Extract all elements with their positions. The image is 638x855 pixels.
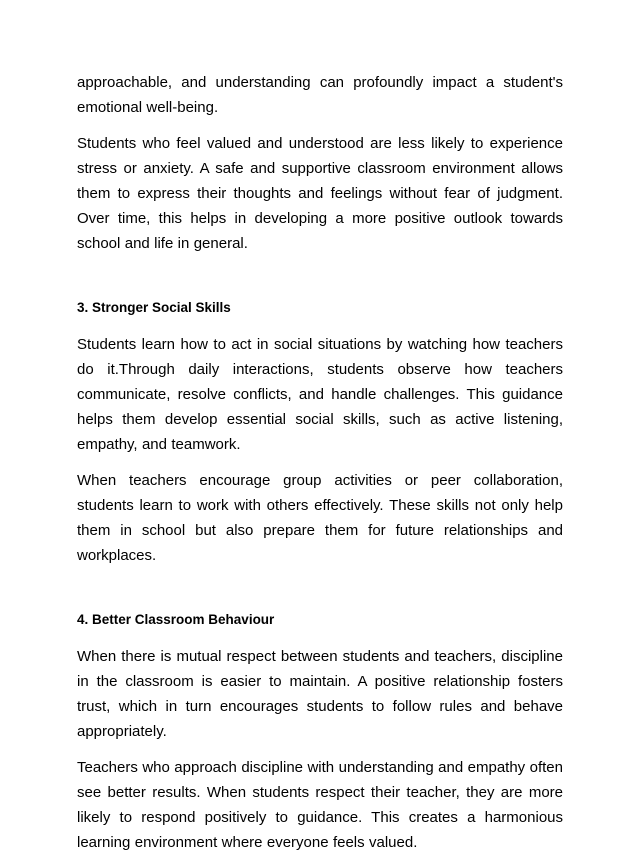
heading-stronger-social-skills: 3. Stronger Social Skills bbox=[77, 300, 231, 315]
paragraph-mutual-respect: When there is mutual respect between students and teachers, discipline in the classroom is easier to maintain. A positive relationship fosters trust, which in turn encourages students to follow rules and behave appropriately. bbox=[77, 648, 563, 740]
paragraph-emotional-wellbeing: approachable, and understanding can profoundly impact a student's emotional well-being. bbox=[77, 74, 563, 116]
paragraph-group-activities: When teachers encourage group activities or peer collaboration, students learn to work with others effectively. These skills not only help them in school but also prepare them for future relationships and workplaces. bbox=[77, 472, 563, 564]
paragraph-reduced-stress: Students who feel valued and understood are less likely to experience stress or anxiety. A safe and supportive classroom environment allows them to express their thoughts and feelings without fear of judgment. Over time, this helps in developing a more positive outlook towards school and life in general. bbox=[77, 135, 563, 252]
document-page bbox=[77, 70, 563, 855]
heading-better-classroom-behaviour: 4. Better Classroom Behaviour bbox=[77, 612, 275, 627]
paragraph-social-learning: Students learn how to act in social situations by watching how teachers do it.Through daily interactions, students observe how teachers communicate, resolve conflicts, and handle challenges. This guidance helps them develop essential social skills, such as active listening, empathy, and teamwork. bbox=[77, 336, 563, 453]
paragraph-discipline-empathy: Teachers who approach discipline with understanding and empathy often see better results. When students respect their teacher, they are more likely to respond positively to guidance. This creates a harmonious learning environment where everyone feels valued. bbox=[77, 759, 563, 851]
